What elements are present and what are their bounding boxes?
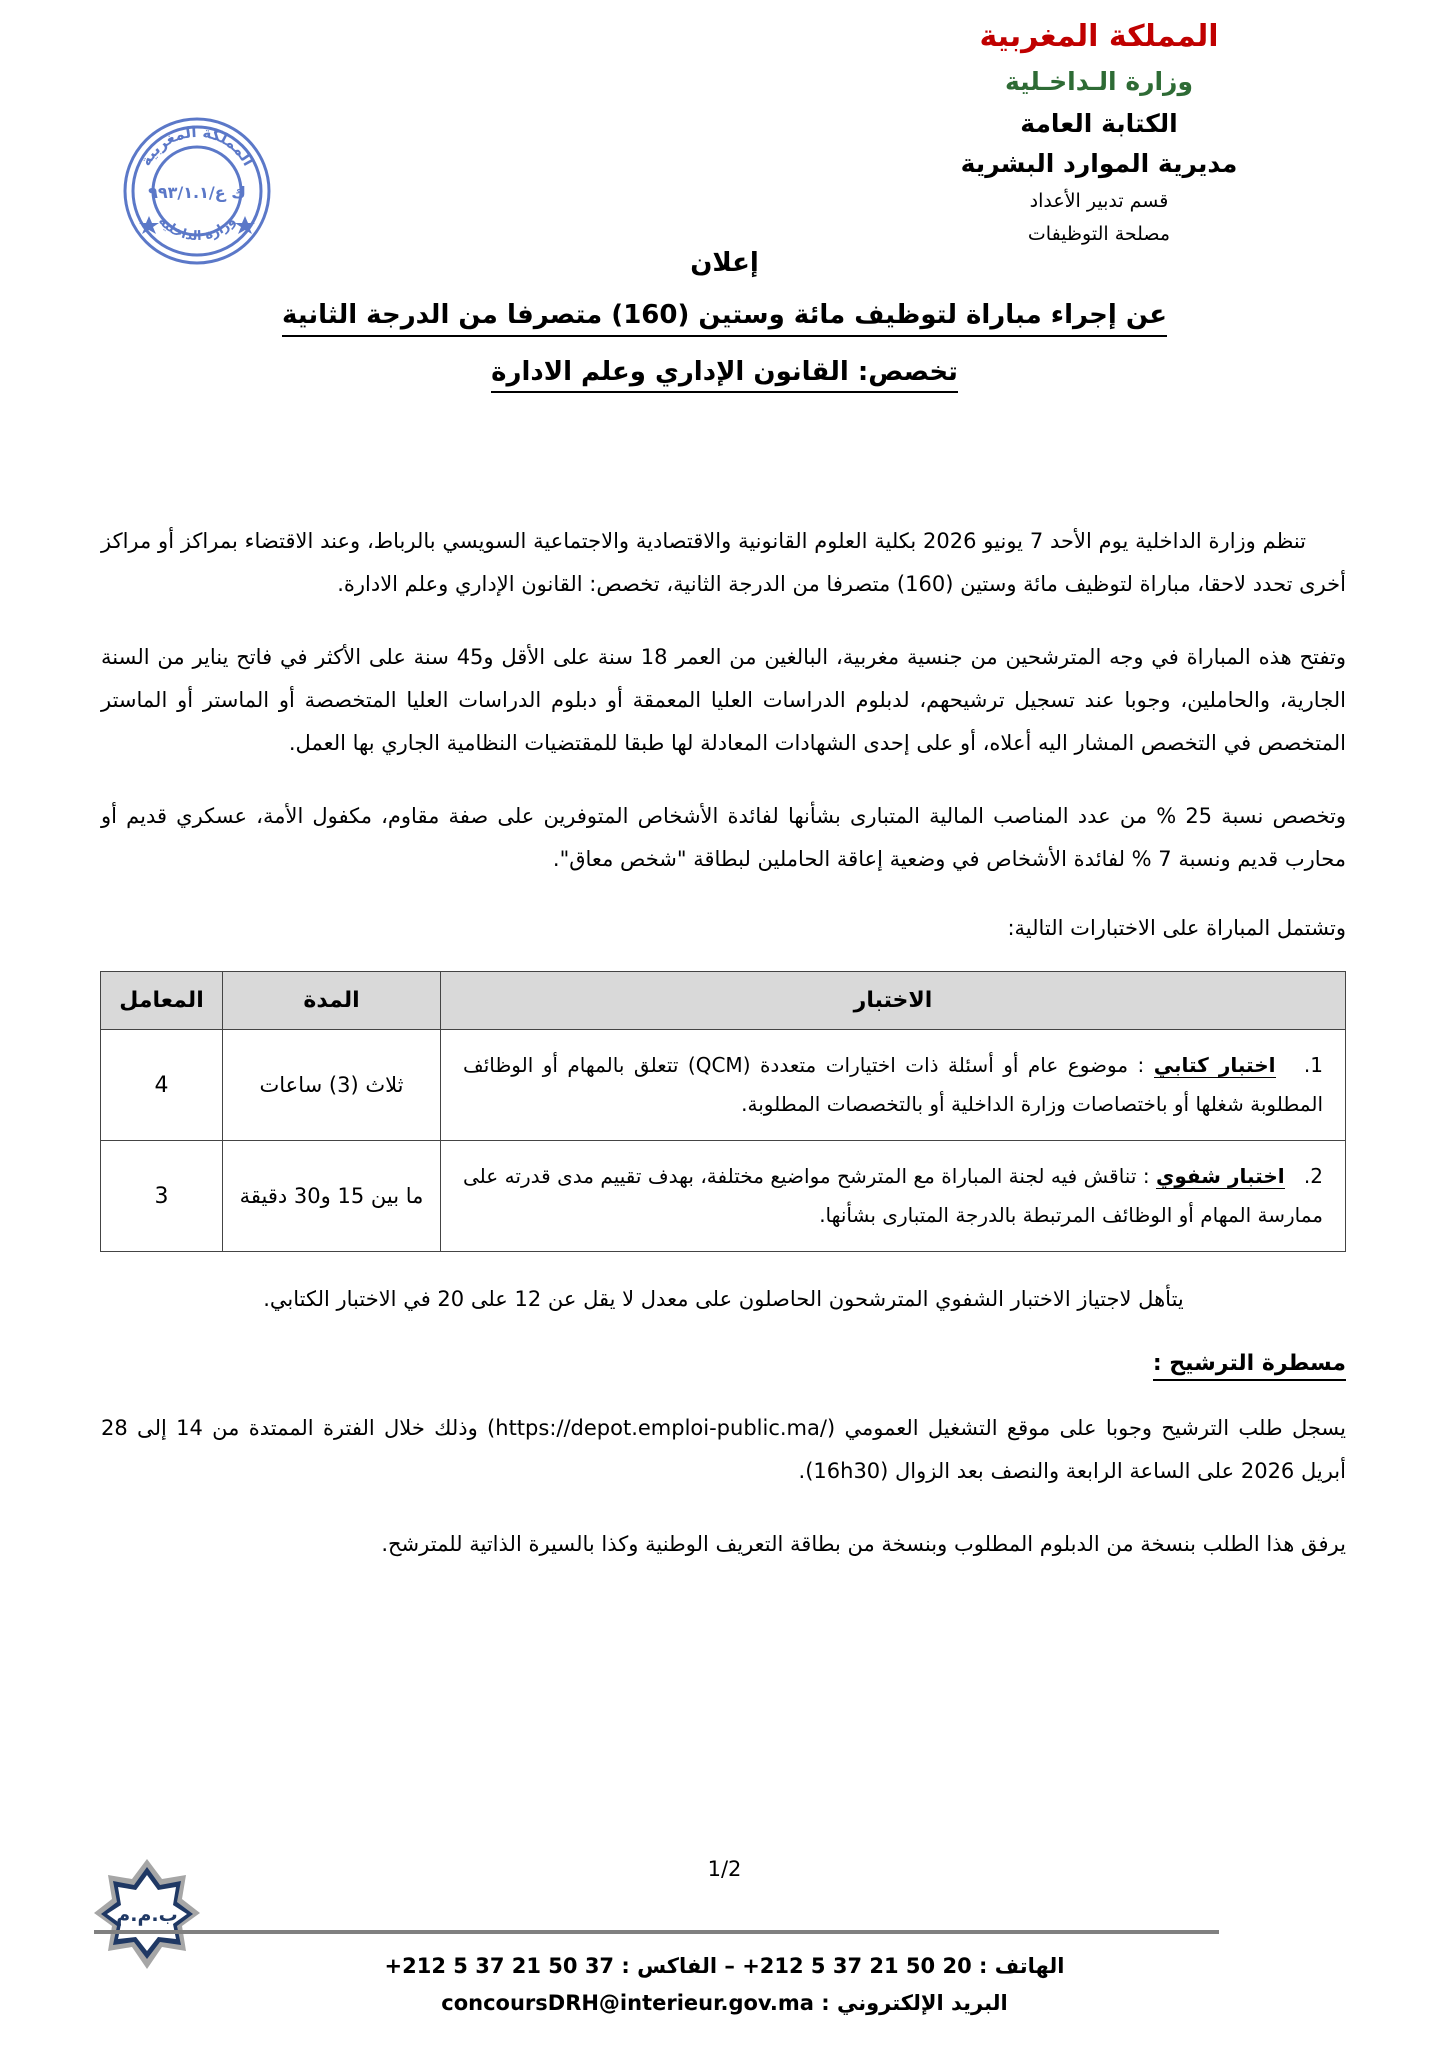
paragraph-quotas: وتخصص نسبة 25 % من عدد المناصب المالية المتبارى بشأنها لفائدة الأشخاص المتوفرين على صفة مقاوم، مكفول الأمة، عسكري قديم أو محارب قديم ونسبة 7 % لفائدة الأشخاص في وضعية إعاقة الحاملين لبطاقة "شخص معاق".: [101, 804, 1346, 872]
paragraph-organization: تنظم وزارة الداخلية يوم الأحد 7 يونيو 2026 بكلية العلوم القانونية والاقتصادية والاجتماعية السويسي بالرباط، وعند الاقتضاء بمراكز أو مراكز أخرى تحدد لاحقا، مباراة لتوظيف مائة وستين (160) متصرفا من الدرجة الثانية، تخصص: القانون الإداري وعلم الادارة.: [101, 529, 1346, 597]
page-number: 1/2: [707, 1857, 742, 1881]
test-name: اختبار كتابي: [1153, 1053, 1276, 1078]
test-number: 1.: [1303, 1053, 1323, 1078]
title-block: [0, 248, 1449, 393]
procedure-heading-wrap: [101, 1351, 1346, 1407]
institution-header: [879, 18, 1319, 246]
application-url[interactable]: https://depot.emploi-public.ma/: [495, 1416, 827, 1441]
table-row: [101, 1141, 1346, 1252]
cell-test-written: [441, 1030, 1346, 1141]
cell-duration: ما بين 15 و30 دقيقة: [223, 1141, 441, 1252]
fax-label: الفاكس :: [621, 1954, 718, 1978]
cell-coefficient: 4: [101, 1030, 223, 1141]
table-row: [101, 1030, 1346, 1141]
svg-text:ب.م.م: ب.م.م: [116, 1904, 178, 1926]
svg-text:المملكة المغربية: المملكة المغربية: [136, 122, 258, 169]
specialty-title: تخصص: القانون الإداري وعلم الادارة: [491, 357, 958, 393]
paragraph-attachments: يرفق هذا الطلب بنسخة من الدبلوم المطلوب وبنسخة من بطاقة التعريف الوطنية وكذا بالسيرة الذاتية للمترشح.: [381, 1532, 1346, 1557]
cell-coefficient: 3: [101, 1141, 223, 1252]
contact-separator: –: [724, 1954, 735, 1978]
division-title: قسم تدبير الأعداد: [1029, 190, 1169, 213]
directorate-title: مديرية الموارد البشرية: [960, 149, 1238, 179]
kingdom-title: المملكة المغربية: [979, 19, 1219, 54]
svg-text:وزارة الداخلية: وزارة الداخلية: [155, 213, 239, 245]
ministry-title: وزارة الـداخـلية: [1004, 67, 1193, 97]
footer-divider: [94, 1930, 1219, 1934]
test-name: اختبار شفوي: [1156, 1164, 1285, 1189]
procedure-text-before: يسجل طلب الترشيح وجوبا على موقع التشغيل العمومي (: [826, 1416, 1347, 1441]
document-body: [101, 520, 1346, 1597]
phone-label: الهاتف :: [979, 1954, 1065, 1978]
fax-value: +212 5 37 21 50 37: [384, 1954, 615, 1978]
test-separator: :: [1128, 1053, 1145, 1078]
procedure-text-after: ) وذلك خلال الفترة الممتدة من 14 إلى 28 أبريل 2026 على الساعة الرابعة والنصف بعد الزوال (16h30).: [101, 1416, 1346, 1484]
svg-text:ك ع/٩٩٣/١.١: ك ع/٩٩٣/١.١: [148, 183, 246, 202]
paragraph-qualification: يتأهل لاجتياز الاختبار الشفوي المترشحون الحاصلون على معدل لا يقل عن 12 على 20 في الاختبار الكتابي.: [263, 1287, 1184, 1312]
table-intro-text: وتشتمل المباراة على الاختبارات التالية:: [1007, 916, 1346, 941]
column-header-duration: المدة: [223, 972, 441, 1030]
page-title: عن إجراء مباراة لتوظيف مائة وستين (160) متصرفا من الدرجة الثانية: [282, 300, 1167, 337]
phone-value: +212 5 37 21 50 20: [742, 1954, 972, 1978]
test-number: 2.: [1303, 1164, 1323, 1189]
test-description: تناقش فيه لجنة المباراة مع المترشح مواضيع مختلفة، بهدف تقييم مدى قدرته على ممارسة المهام أو الوظائف المرتبطة بالدرجة المتبارى بشأنها.: [463, 1164, 1323, 1228]
paragraph-procedure: [101, 1407, 1346, 1493]
table-header-row: [101, 972, 1346, 1030]
test-separator: :: [1136, 1164, 1150, 1189]
email-line: [0, 1985, 1449, 2022]
general-secretariat-title: الكتابة العامة: [1020, 109, 1178, 139]
test-description: موضوع عام أو أسئلة ذات اختيارات متعددة (QCM) تتعلق بالمهام أو الوظائف المطلوبة شغلها أو باختصاصات وزارة الداخلية أو بالتخصصات المطلوبة.: [463, 1053, 1323, 1117]
column-header-coefficient: المعامل: [101, 972, 223, 1030]
official-stamp-icon: [118, 112, 276, 270]
email-value[interactable]: concoursDRH@interieur.gov.ma: [441, 1990, 814, 2015]
footer-contacts: [0, 1948, 1449, 2022]
paragraph-eligibility: وتفتح هذه المباراة في وجه المترشحين من جنسية مغربية، البالغين من العمر 18 سنة على الأقل و45 سنة على الأكثر في فاتح يناير من السنة الجارية، والحاملين، وجوبا عند تسجيل ترشيحهم، لدبلوم الدراسات العليا المعمقة أو دبلوم الدراسات العليا المتخصصة أو الماستر أو الماستر المتخصص في التخصص المشار اليه أعلاه، أو على إحدى الشهادات المعادلة لها طبقا للمقتضيات النظامية الجاري بها العمل.: [101, 645, 1347, 756]
phone-fax-line: [0, 1948, 1449, 1985]
cell-test-oral: [441, 1141, 1346, 1252]
announcement-label: إعلان: [690, 248, 759, 278]
column-header-test: الاختبار: [441, 972, 1346, 1030]
service-title: مصلحة التوظيفات: [1027, 222, 1171, 245]
cell-duration: ثلاث (3) ساعات: [223, 1030, 441, 1141]
email-label: البريد الإلكتروني :: [821, 1990, 1008, 2015]
procedure-heading: مسطرة الترشيح :: [1153, 1351, 1346, 1381]
exams-table: [100, 971, 1346, 1252]
